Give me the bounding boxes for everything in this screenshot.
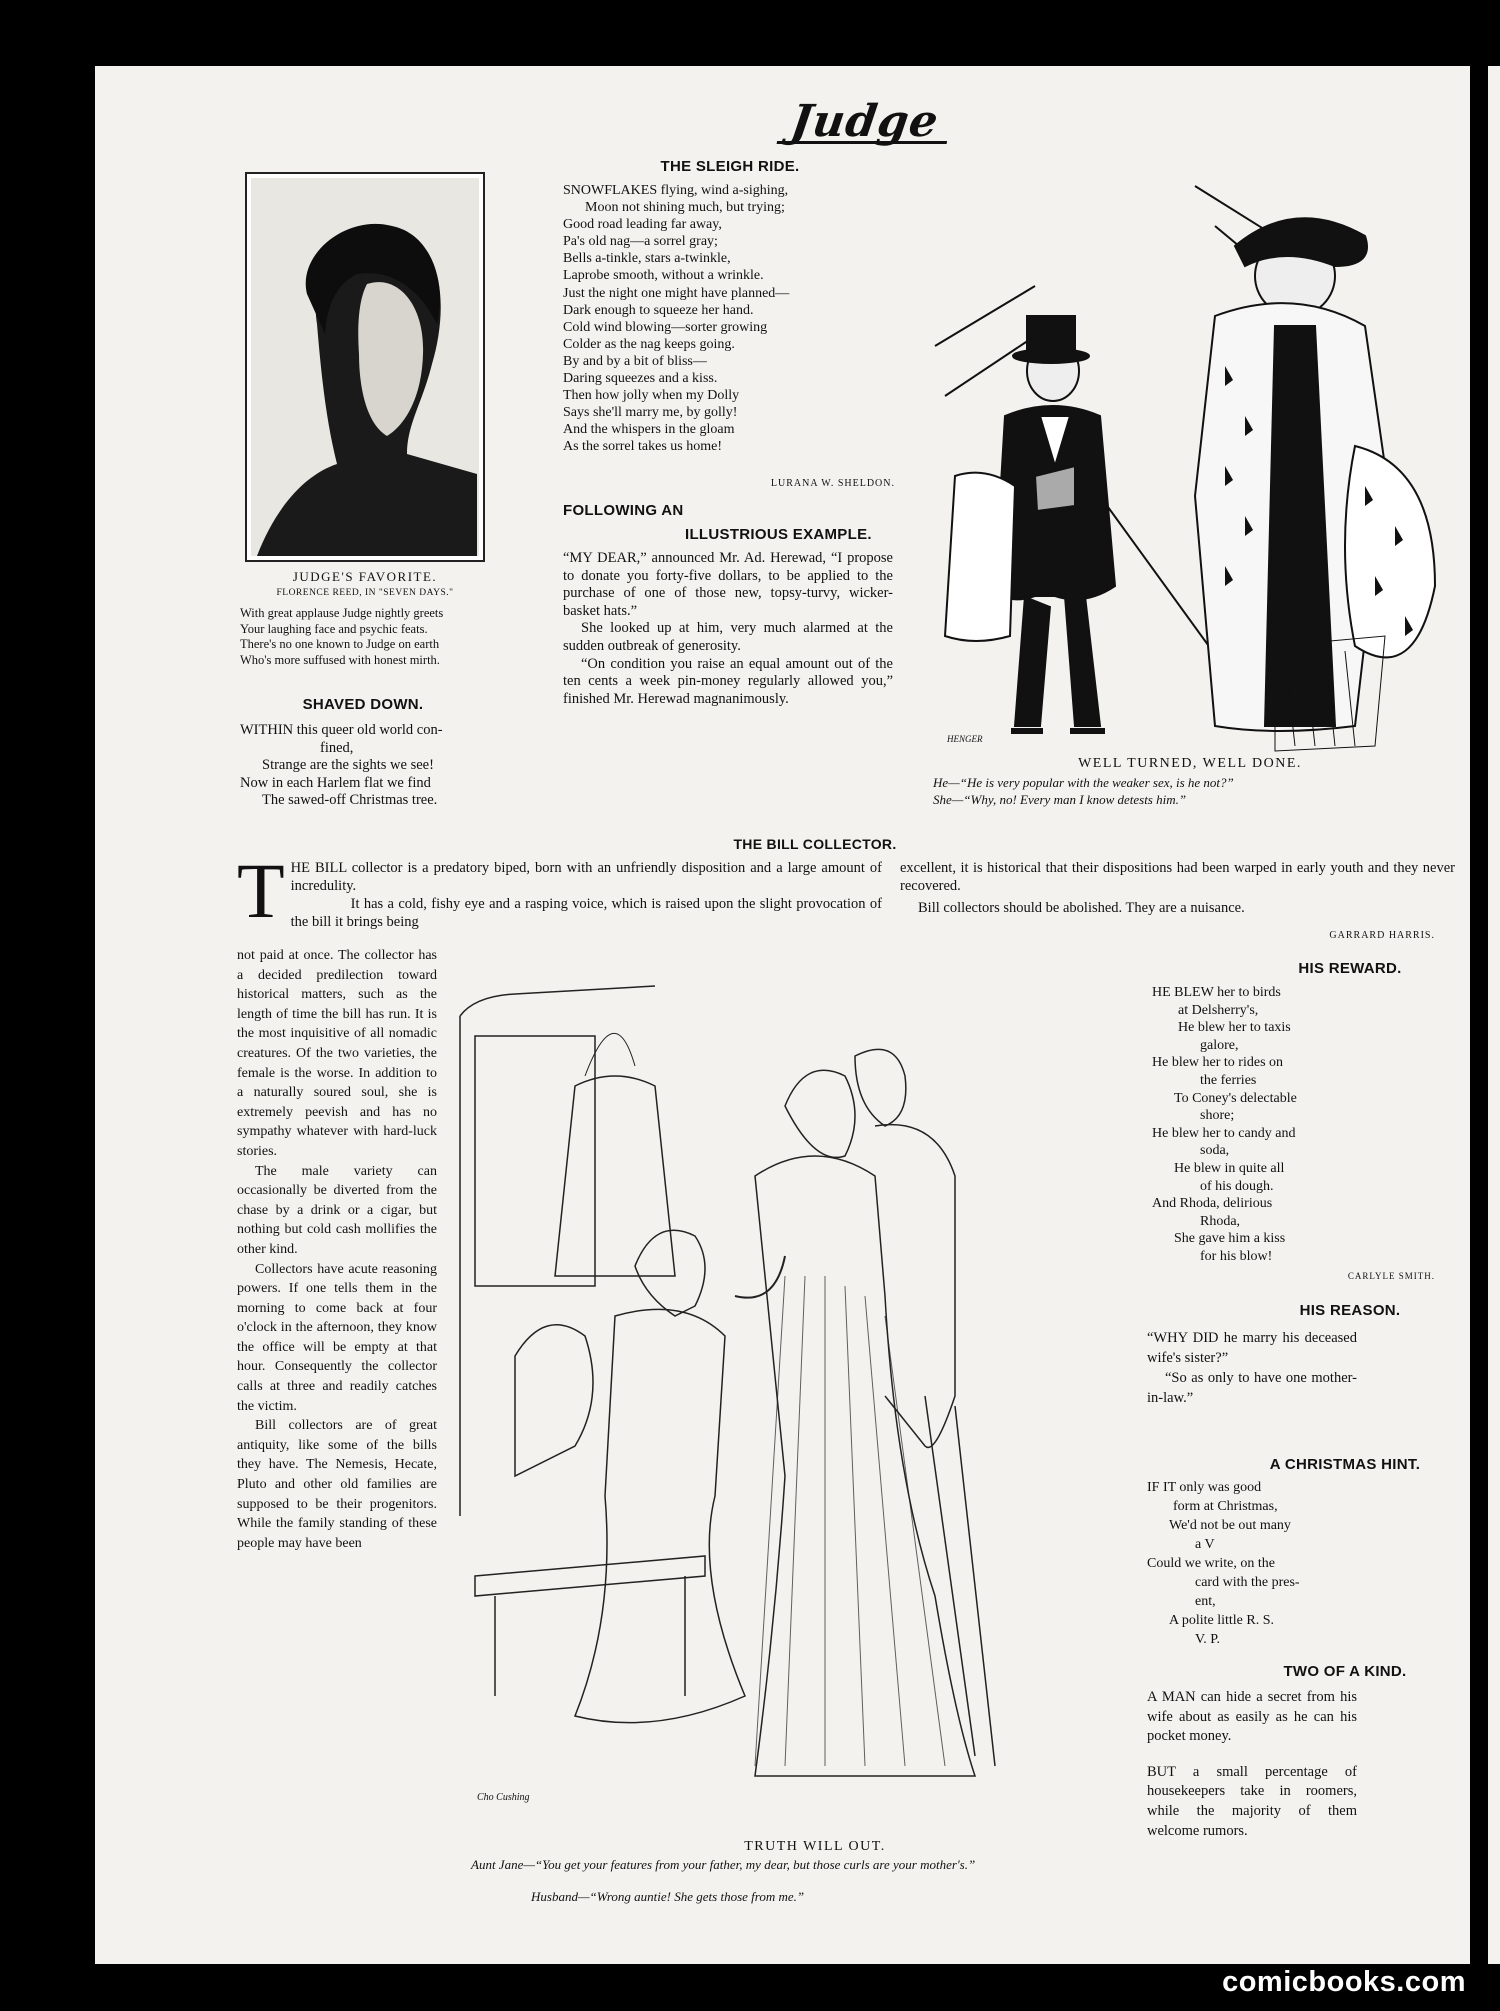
following-title-1: FOLLOWING AN: [563, 502, 684, 519]
portrait-photo: [245, 172, 485, 562]
well-turned-drawing: [915, 166, 1455, 786]
verse-line: Rhoda,: [1200, 1213, 1241, 1229]
verse-line: form at Christmas,: [1173, 1499, 1278, 1514]
following-title-2: ILLUSTRIOUS EXAMPLE.: [685, 526, 872, 543]
shaved-down-verse: [240, 722, 490, 810]
verse-line: To Coney's delectable: [1174, 1090, 1297, 1106]
verse-line: The sawed-off Christmas tree.: [262, 792, 438, 808]
two-of-a-kind-title: TWO OF A KIND.: [1283, 1663, 1407, 1680]
bill-collector-intro-right: [900, 859, 1455, 917]
portrait-caption-sub: FLORENCE REED, IN "SEVEN DAYS.": [276, 588, 454, 598]
verse-line: Strange are the sights we see!: [262, 757, 434, 773]
well-turned-caption: WELL TURNED, WELL DONE.: [1078, 756, 1302, 771]
verse-line: Cold wind blowing—sorter growing: [563, 319, 768, 335]
christmas-hint-title: A CHRISTMAS HINT.: [1269, 1456, 1421, 1473]
verse-line: Daring squeezes and a kiss.: [563, 371, 718, 387]
verse-line: Moon not shining much, but trying;: [585, 200, 785, 216]
verse-line: Colder as the nag keeps going.: [563, 336, 735, 352]
truth-illustration: [455, 976, 1195, 1836]
truth-husband: Husband—“Wrong auntie! She gets those from me.”: [531, 1889, 805, 1904]
bill-paragraph: Bill collectors are of great antiquity, like some of the bills they have. The Nemesis, Hecate, Pluto and other old families are supposed to be their progenitors. While the family standing of these people may have been: [237, 1418, 437, 1551]
watermark: comicbooks.com: [1222, 1966, 1466, 1998]
verse-line: SNOWFLAKES flying, wind a-sighing,: [563, 183, 789, 198]
verse-line: And Rhoda, delirious: [1152, 1196, 1273, 1212]
verse-line: Then how jolly when my Dolly: [563, 388, 740, 404]
bill-intro-text: HE BILL collector is a predatory biped, born with an unfriendly disposition and a large amount of incredulity.: [290, 860, 882, 894]
truth-signature: Cho Cushing: [477, 1792, 530, 1803]
verse-line: With great applause Judge nightly greets: [240, 606, 444, 620]
bill-paragraph: The male variety can occasionally be diverted from the chase by a drink or a cigar, but nothing but cold cash mollifies the other kind.: [237, 1163, 437, 1257]
masthead: Judge: [712, 96, 1019, 144]
verse-line: galore,: [1200, 1037, 1239, 1053]
verse-line: Good road leading far away,: [563, 217, 722, 233]
following-story: [563, 550, 893, 708]
portrait-caption-title: JUDGE'S FAVORITE.: [292, 569, 438, 584]
christmas-hint-verse: [1147, 1478, 1362, 1649]
verse-line: Now in each Harlem flat we find: [240, 774, 431, 791]
verse-line: He blew her to taxis: [1178, 1020, 1291, 1036]
his-reward-verse: [1152, 984, 1362, 1266]
bill-collector-author: GARRARD HARRIS.: [1329, 930, 1435, 941]
well-turned-he: He—“He is very popular with the weaker sex, is he not?”: [933, 775, 1234, 790]
verse-line: A polite little R. S.: [1169, 1613, 1275, 1628]
bill-collector-intro: [237, 847, 882, 934]
verse-line: Laprobe smooth, without a wrinkle.: [563, 268, 764, 284]
verse-line: Who's more suffused with honest mirth.: [240, 652, 440, 667]
verse-line: And the whispers in the gloam: [563, 422, 735, 438]
verse-line: By and by a bit of bliss—: [563, 353, 707, 369]
verse-line: Dark enough to squeeze her hand.: [563, 302, 754, 318]
portrait-verse: [240, 606, 490, 668]
drop-cap-T: T: [237, 847, 285, 934]
verse-line: of his dough.: [1200, 1178, 1274, 1194]
verse-line: Says she'll marry me, by golly!: [563, 405, 738, 421]
magazine-page: [95, 66, 1470, 1964]
verse-line: for his blow!: [1200, 1248, 1273, 1264]
verse-line: WITHIN this queer old world con-: [240, 722, 443, 738]
verse-line: He blew in quite all: [1174, 1160, 1285, 1176]
verse-line: Pa's old nag—a sorrel gray;: [563, 234, 718, 250]
sleigh-ride-author: LURANA W. SHELDON.: [770, 478, 895, 489]
verse-line: He blew her to candy and: [1152, 1125, 1296, 1141]
shaved-down-title: SHAVED DOWN.: [302, 696, 424, 713]
truth-drawing: [455, 976, 1195, 1836]
verse-line: There's no one known to Judge on earth: [240, 637, 440, 651]
verse-line: fined,: [320, 739, 354, 756]
verse-line: card with the pres-: [1195, 1575, 1300, 1590]
verse-line: V. P.: [1195, 1632, 1221, 1647]
verse-line: She gave him a kiss: [1174, 1231, 1286, 1247]
sleigh-ride-title: THE SLEIGH RIDE.: [660, 158, 800, 175]
well-turned-signature: HENGER: [947, 734, 983, 744]
verse-line: shore;: [1200, 1108, 1235, 1124]
reason-question: “WHY DID he marry his deceased wife's sister?”: [1147, 1330, 1357, 1366]
verse-line: HE BLEW her to birds: [1152, 985, 1281, 1000]
two-of-a-kind-text: [1147, 1688, 1357, 1841]
his-reward-title: HIS REWARD.: [1298, 960, 1402, 977]
verse-line: IF IT only was good: [1147, 1480, 1262, 1495]
bill-collector-column: [237, 946, 437, 1553]
bill-right-text-2: Bill collectors should be abolished. They are a nuisance.: [918, 900, 1245, 916]
verse-line: As the sorrel takes us home!: [563, 439, 723, 455]
verse-line: Just the night one might have planned—: [563, 285, 790, 301]
bill-right-text: excellent, it is historical that their dispositions had been warped in early youth and they never recovered.: [900, 860, 1455, 894]
his-reason-title: HIS REASON.: [1299, 1302, 1401, 1319]
verse-line: He blew her to rides on: [1152, 1055, 1284, 1071]
next-page-edge: [1488, 66, 1500, 1964]
verse-line: at Delsherry's,: [1178, 1002, 1259, 1018]
verse-line: Your laughing face and psychic feats.: [240, 621, 428, 636]
well-turned-she: She—“Why, no! Every man I know detests him.”: [933, 792, 1187, 807]
bill-paragraph: not paid at once. The collector has a decided predilection toward historical matters, such as the length of time the bill has run. It is the most inquisitive of all nomadic creatures. Of the two varieties, the female is the worse. In addition to a naturally soured soul, she is extremely peevish and has no sympathy whatever with hard-luck stories.: [237, 948, 437, 1159]
story-paragraph: “MY DEAR,” announced Mr. Ad. Herewad, “I propose to donate you forty-five dollars, to be applied to the purchase of one of those new, topsy-turvy, wicker-basket hats.”: [563, 550, 893, 619]
kind-paragraph: BUT a small percentage of housekeepers take in roomers, while the majority of them welcome rumors.: [1147, 1763, 1357, 1839]
kind-paragraph: A MAN can hide a secret from his wife about as easily as he can his pocket money.: [1147, 1689, 1357, 1745]
his-reward-author: CARLYLE SMITH.: [1347, 1271, 1435, 1281]
bill-paragraph: Collectors have acute reasoning powers. If one tells them in the morning to come back at four o'clock in the afternoon, they know the office will be empty at that hour. Consequently the collector calls at three and readily catches the victim.: [237, 1261, 437, 1414]
story-paragraph: “On condition you raise an equal amount out of the ten cents a week pin-money regularly allowed you,” finished Mr. Herewad magnanimously.: [563, 655, 893, 707]
bill-collector-title: THE BILL COLLECTOR.: [733, 836, 897, 852]
verse-line: ent,: [1195, 1594, 1216, 1609]
his-reason-text: [1147, 1328, 1357, 1408]
verse-line: a V: [1195, 1537, 1215, 1552]
well-turned-illustration: [915, 166, 1455, 786]
verse-line: Could we write, on the: [1147, 1556, 1275, 1571]
story-paragraph: She looked up at him, very much alarmed at the sudden outbreak of generosity.: [563, 620, 893, 654]
verse-line: Bells a-tinkle, stars a-twinkle,: [563, 251, 731, 267]
verse-line: the ferries: [1200, 1072, 1257, 1088]
truth-aunt: Aunt Jane—“You get your features from your father, my dear, but those curls are your mother's.”: [471, 1857, 976, 1872]
sleigh-ride-verse: [563, 182, 903, 456]
truth-caption: TRUTH WILL OUT.: [744, 1839, 886, 1854]
verse-line: soda,: [1200, 1143, 1230, 1159]
bill-intro-text-2: It has a cold, fishy eye and a rasping voice, which is raised upon the slight provocation of the bill it brings being: [290, 896, 882, 930]
reason-answer: “So as only to have one mother-in-law.”: [1147, 1370, 1357, 1406]
verse-line: We'd not be out many: [1169, 1518, 1291, 1533]
portrait-image: [247, 174, 483, 560]
